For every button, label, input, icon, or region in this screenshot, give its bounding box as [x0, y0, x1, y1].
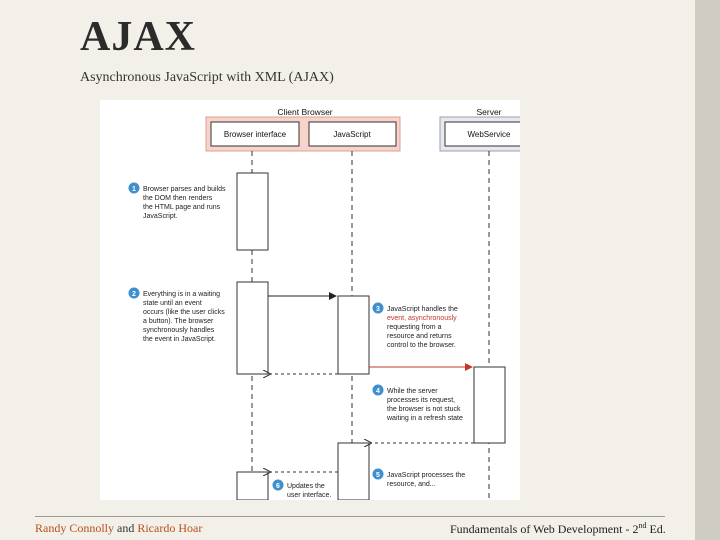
step-1-line: the DOM then renders	[143, 195, 213, 202]
step-3-line: control to the browser.	[387, 342, 456, 349]
step-2	[129, 288, 227, 344]
step-2-line: synchronously handles	[143, 327, 215, 334]
activation-javascript-2	[338, 443, 369, 500]
author-2: Ricardo Hoar	[137, 521, 203, 535]
step-5-line: JavaScript processes the	[387, 472, 466, 479]
activation-browser-1	[237, 173, 268, 250]
step-2-line: a button). The browser	[143, 318, 214, 325]
author-1: Randy Connolly	[35, 521, 115, 535]
step-6-line: Updates the	[287, 483, 325, 490]
step-3-line: JavaScript handles the	[387, 306, 458, 313]
slide-title: AJAX	[80, 14, 196, 60]
step-2-line: the event in JavaScript.	[143, 336, 216, 343]
javascript-label: JavaScript	[333, 130, 371, 139]
footer-book-title	[450, 521, 666, 537]
ajax-sequence-diagram	[100, 100, 520, 500]
side-bar	[695, 0, 720, 540]
edition-superscript: nd	[638, 521, 647, 530]
step-4-line: While the server	[387, 388, 438, 395]
step-3-line-highlight: event, asynchronously	[387, 315, 457, 322]
step-2-line: Everything is in a waiting	[143, 291, 221, 298]
step-3-line: resource and returns	[387, 333, 452, 340]
activation-browser-2	[237, 282, 268, 374]
footer-divider	[35, 516, 665, 517]
svg-text:JavaScript processes the	[387, 472, 467, 488]
browser-interface-label: Browser interface	[223, 130, 287, 139]
step-1-line: the HTML page and runs	[143, 204, 221, 211]
step-1-line: Browser parses and builds	[143, 186, 226, 193]
book-title: Fundamentals of Web Development - 2	[450, 522, 639, 536]
step-3-number: 3	[376, 306, 380, 313]
server-label: Server	[476, 107, 502, 117]
step-6	[273, 480, 332, 500]
footer-authors	[35, 521, 202, 536]
step-1-number: 1	[132, 186, 136, 193]
activation-webservice	[474, 367, 505, 443]
step-5	[373, 469, 468, 489]
slide-subtitle: Asynchronous JavaScript with XML (AJAX)	[80, 70, 334, 85]
step-3-line: requesting from a	[387, 324, 442, 331]
edition-suffix: Ed.	[646, 522, 666, 536]
svg-text:Updates the user interfa	[287, 483, 331, 499]
step-4-line: waiting in a refresh state	[387, 415, 463, 422]
step-4	[373, 385, 463, 423]
author-and: and	[117, 521, 135, 535]
step-3	[373, 303, 460, 350]
step-4-line: the browser is not stuck	[387, 406, 461, 413]
step-6-number: 6	[276, 483, 280, 490]
step-6-line: user interface.	[287, 492, 332, 499]
step-5-number: 5	[376, 472, 380, 479]
svg-text:JavaScript handles the e	[387, 306, 460, 349]
svg-text:Everything is in a waiting	[143, 291, 227, 343]
activation-browser-3	[237, 472, 268, 500]
client-browser-label: Client Browser	[277, 107, 333, 117]
step-1-line: JavaScript.	[143, 213, 178, 220]
activation-javascript-1	[338, 296, 369, 374]
webservice-label: WebService	[467, 130, 511, 139]
step-2-number: 2	[132, 291, 136, 298]
step-2-line: state until an event	[143, 300, 202, 307]
step-4-number: 4	[376, 388, 380, 395]
step-1	[129, 183, 228, 221]
step-5-line: resource, and...	[387, 481, 436, 488]
step-2-line: occurs (like the user clicks	[143, 309, 225, 316]
svg-text:Browser parses and builds	[143, 186, 227, 220]
step-4-line: processes its request,	[387, 397, 456, 404]
svg-text:While the server process	[386, 388, 463, 422]
